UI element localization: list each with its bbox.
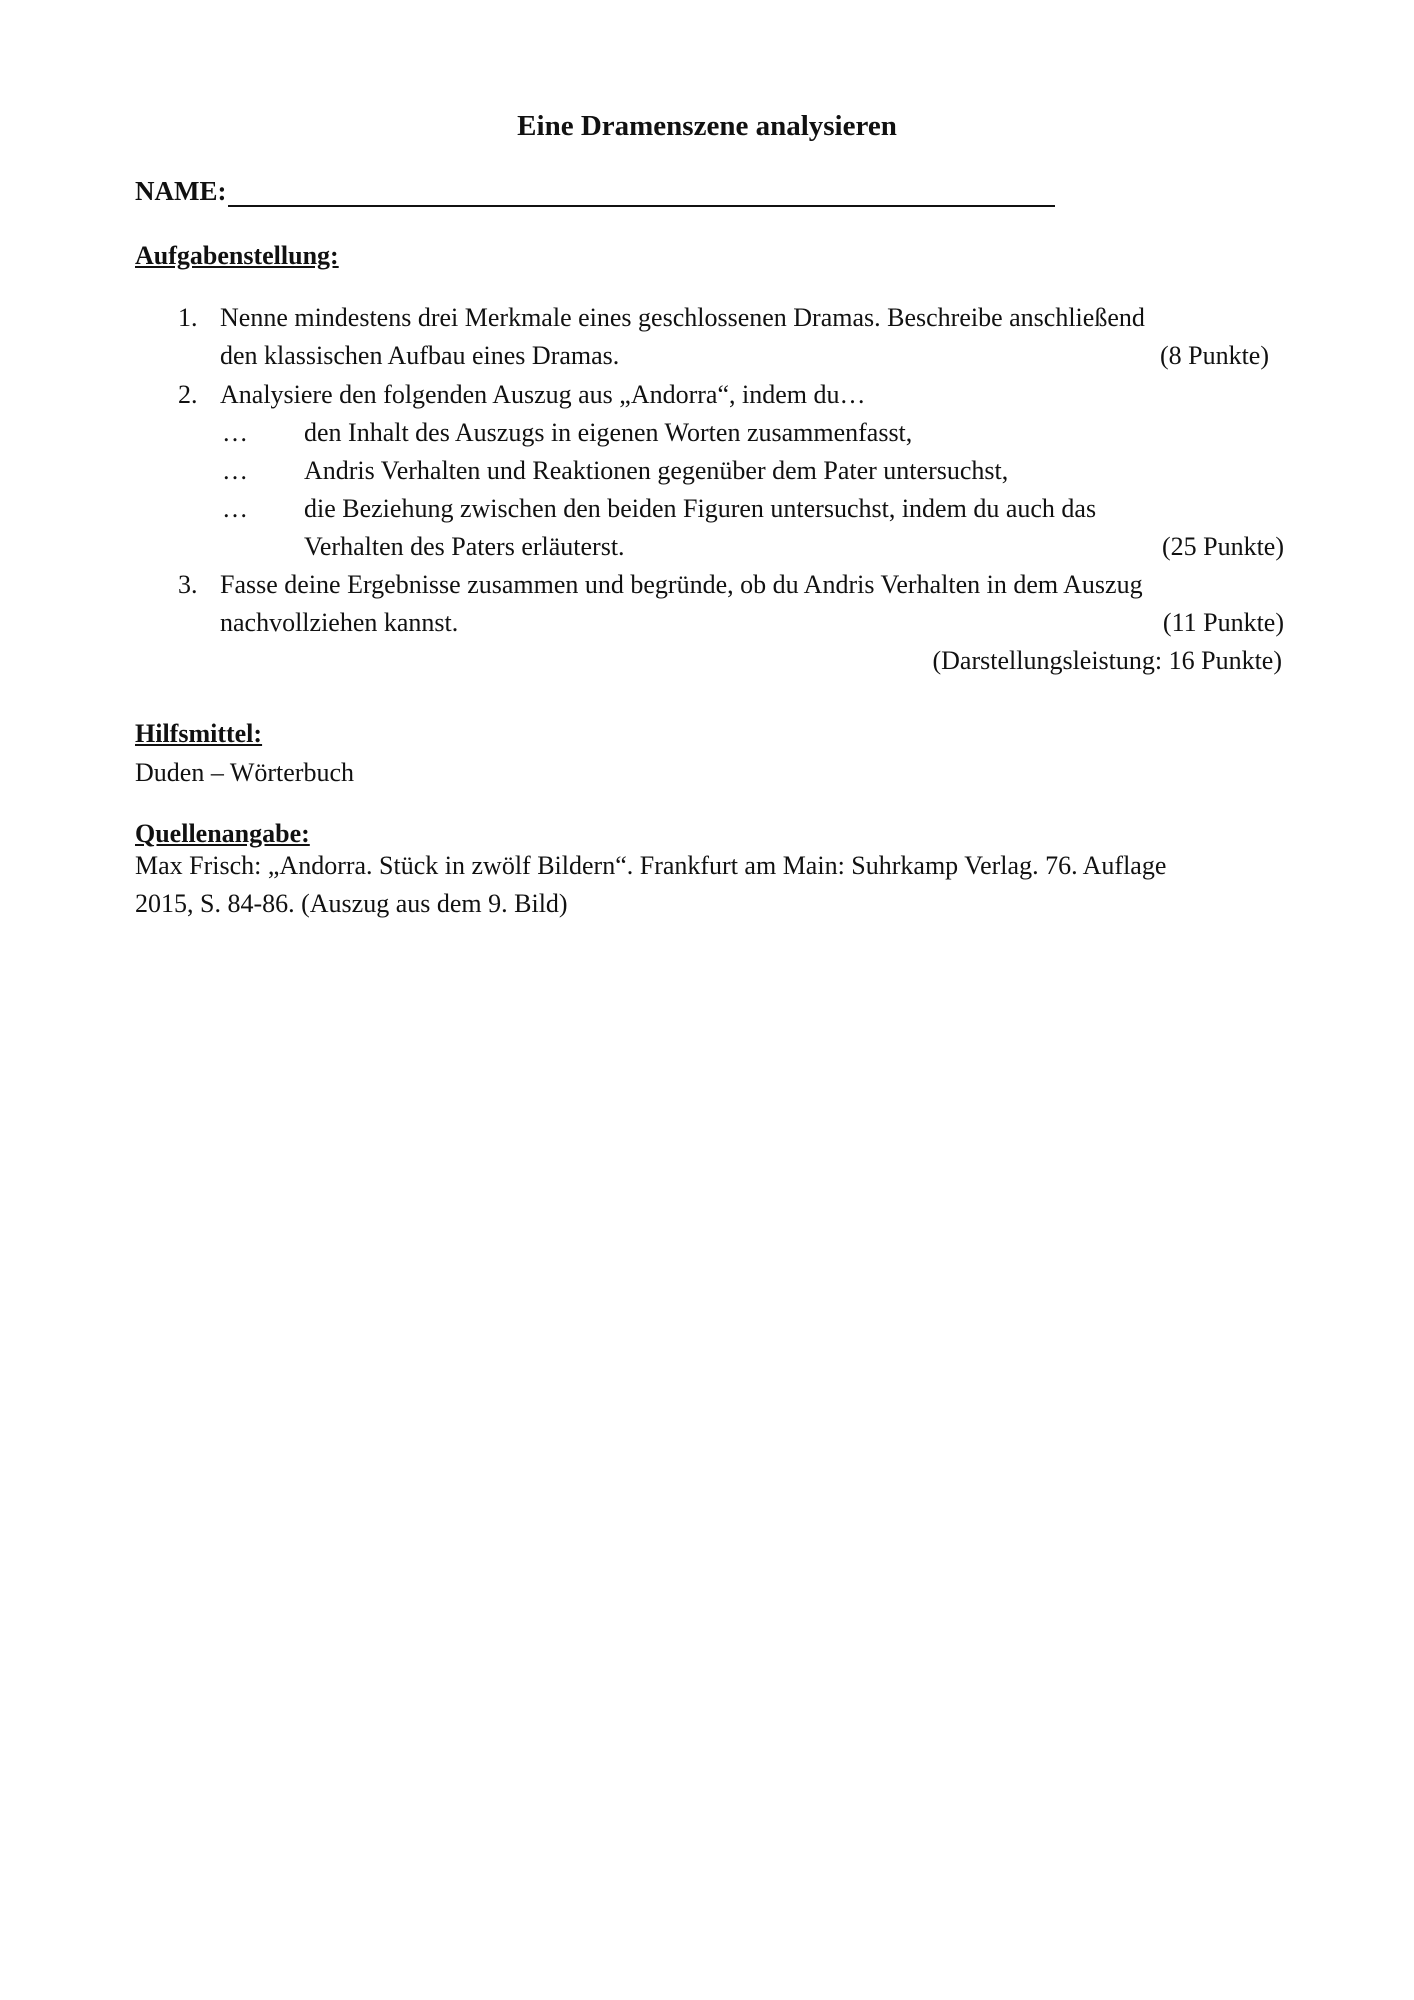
name-label: NAME: xyxy=(135,176,227,206)
aids-text: Duden – Wörterbuch xyxy=(135,758,355,787)
task-number: 3. xyxy=(178,570,198,599)
subitem-line: den Inhalt des Auszugs in eigenen Worten zusammenfasst, xyxy=(304,418,913,447)
task-line: den klassischen Aufbau eines Dramas. xyxy=(220,341,620,370)
task-number: 2. xyxy=(178,380,198,409)
source-line: Max Frisch: „Andorra. Stück in zwölf Bildern“. Frankfurt am Main: Suhrkamp Verlag. 76. Auflage xyxy=(135,851,1167,880)
task-points: (11 Punkte) xyxy=(1162,608,1284,637)
aids-heading: Hilfsmittel: xyxy=(135,719,263,748)
subitem-marker: … xyxy=(222,494,248,523)
task-points: (25 Punkte) xyxy=(1161,532,1284,561)
source-line: 2015, S. 84-86. (Auszug aus dem 9. Bild) xyxy=(135,889,568,918)
subitem-line: Verhalten des Paters erläuterst. xyxy=(304,532,625,561)
task-line: Analysiere den folgenden Auszug aus „Andorra“, indem du… xyxy=(220,380,866,409)
task-points: (8 Punkte) xyxy=(1159,341,1269,370)
task-line: Fasse deine Ergebnisse zusammen und begründe, ob du Andris Verhalten in dem Auszug xyxy=(220,570,1143,599)
name-field xyxy=(135,176,1055,207)
source-heading: Quellenangabe: xyxy=(135,819,310,848)
task-number: 1. xyxy=(178,303,198,332)
task-line: nachvollziehen kannst. xyxy=(220,608,459,637)
subitem-marker: … xyxy=(222,418,248,447)
name-underline[interactable] xyxy=(228,180,1055,207)
subitem-line: die Beziehung zwischen den beiden Figuren untersuchst, indem du auch das xyxy=(304,494,1097,523)
subitem-marker: … xyxy=(222,456,248,485)
subitem-line: Andris Verhalten und Reaktionen gegenüber dem Pater untersuchst, xyxy=(304,456,1009,485)
task-line: Nenne mindestens drei Merkmale eines geschlossenen Dramas. Beschreibe anschließend xyxy=(220,303,1145,332)
presentation-points: (Darstellungsleistung: 16 Punkte) xyxy=(932,646,1282,675)
page-title: Eine Dramenszene analysieren xyxy=(517,110,897,142)
tasks-heading: Aufgabenstellung: xyxy=(135,241,339,270)
